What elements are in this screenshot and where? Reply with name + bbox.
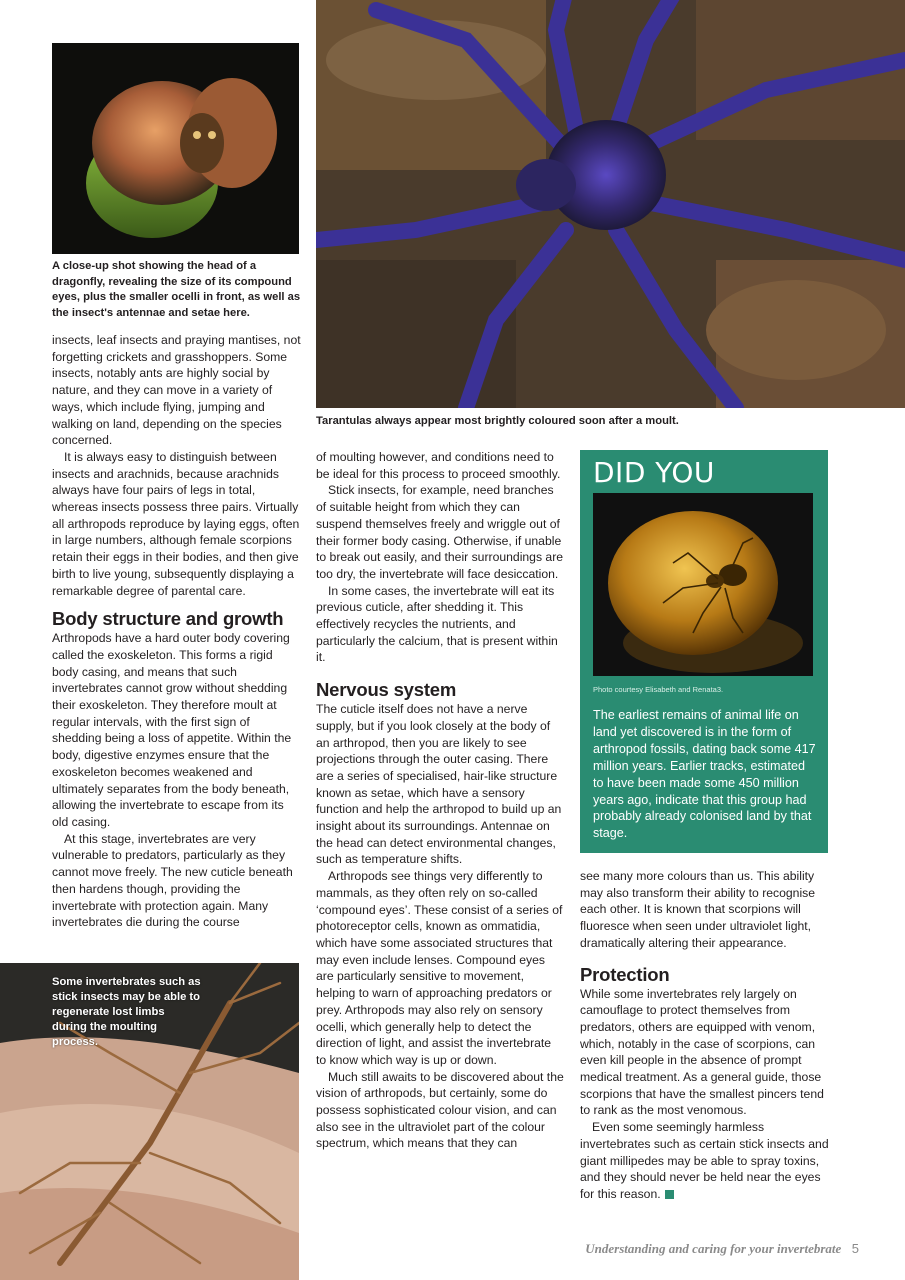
col2-paragraph: of moulting however, and conditions need to be ideal for this process to proceed smoothly. (316, 450, 561, 481)
col1-paragraph: insects, leaf insects and praying mantises, not forgetting crickets and grasshoppers. Some insects, notably ants are highly social by nature, and they can move in a variety of ways, which include flying, jumping and walking on land, depending on the species concerned. (52, 333, 301, 448)
column-3 (580, 868, 830, 1203)
col2-paragraph: Arthropods see things very differently to mammals, as they often rely on so-called ‘compound eyes’. These consist of a series of photoreceptor cells, known as ommatidia, which have some associated structures that may even include lenses. Compound eyes are particularly sensitive to movement, helping to warn of approaching predators or prey. Arthropods may also rely on sensory ocelli, which generally help to detect the direction of light, and assist the invertebrate to know which way is up or down. (316, 869, 563, 1067)
column-1 (52, 332, 302, 931)
col2-paragraph: The cuticle itself does not have a nerve supply, but if you look closely at the body of an arthropod, then you are likely to see projections through the outer casing. There are a series of specialised, hair-like structure known as setae, which have a sensory function and help the arthropod to build up an insight about its surroundings. Antennae on the head can detect environmental changes, such as temperature shifts. (316, 702, 562, 867)
page-number: 5 (851, 1241, 859, 1256)
heading-protection: Protection (580, 963, 670, 985)
col2-paragraph: Stick insects, for example, need branches of suitable height from which they can suspend themselves freely and wriggle out of their former body casing. Otherwise, if unable to break out easily, and their surroundings are too dry, the invertebrate will face desiccation. (316, 483, 564, 581)
did-you-know-title: DID YOU (593, 456, 715, 489)
heading-body-structure: Body structure and growth (52, 608, 284, 630)
tarantula-image (316, 0, 905, 408)
col3-paragraph: see many more colours than us. This ability may also transform their ability to recognise each other. It is known that scorpions will fluoresce when seen under ultraviolet light, dramatically altering their appearance. (580, 869, 816, 950)
col3-paragraph: While some invertebrates rely largely on camouflage to protect themselves from predators, others are equipped with venom, which, notably in the case of scorpions, can even kill people in the absence of prompt medical treatment. As a general guide, those scorpions that have the smallest pincers tend to rank as the most venomous. (580, 986, 824, 1118)
tarantula-photo (316, 0, 905, 408)
amber-photo-credit: Photo courtesy Elisabeth and Renata3. (593, 685, 724, 694)
did-you-know-box (580, 450, 828, 853)
col1-paragraph: Arthropods have a hard outer body covering called the exoskeleton. This forms a rigid body casing, and means that such invertebrates cannot grow without shedding their exoskeleton. They therefore moult at regular intervals, with the first sign of shedding being a loss of appetite. Within the body, digestive enzymes ensure that the exoskeleton becomes weakened and ultimately separates from the body beneath, allowing the invertebrate to escape from its old casing. (52, 631, 292, 829)
dragonfly-caption: A close-up shot showing the head of a dragonfly, revealing the size of its compound eyes, plus the smaller ocelli in front, as well as the insect's antennae and setae here. (52, 260, 301, 319)
col3-last-paragraph-text: Even some seemingly harmless invertebrates such as certain stick insects and giant millipedes may be able to spray toxins, and they should never be held near the eyes for this reason. (580, 1120, 829, 1201)
col1-paragraph: At this stage, invertebrates are very vulnerable to predators, particularly as they cannot move freely. The new cuticle beneath then hardens though, providing the invertebrate with protection again. Many invertebrates die during the course (52, 831, 293, 930)
col1-paragraph: It is always easy to distinguish between insects and arachnids, because arachnids always have four pairs of legs in total, whereas insects possess three pairs. Virtually all arthropods reproduce by laying eggs, often in large numbers, although female scorpions retain their eggs in their bodies, and then give birth to live young, subsequently displaying a remarkable degree of parental care. (52, 449, 300, 598)
stick-insect-caption: Some invertebrates such as stick insects may be able to regenerate lost limbs during the moulting process. (52, 976, 201, 1048)
end-mark-icon (665, 1190, 674, 1199)
amber-photo (593, 493, 813, 676)
col3-paragraph (580, 1119, 830, 1203)
tarantula-caption: Tarantulas always appear most brightly coloured soon after a moult. (316, 415, 679, 427)
dragonfly-image (52, 43, 299, 254)
col2-paragraph: Much still awaits to be discovered about the vision of arthropods, but certainly, some do possess sophisticated colour vision, and can also see in the ultraviolet part of the colour spectrum, which means that they can (316, 1069, 564, 1151)
column-2 (316, 449, 564, 1152)
footer-title: Understanding and caring for your invertebrate (585, 1241, 842, 1256)
amber-image (593, 493, 813, 676)
dragonfly-photo (52, 43, 299, 254)
did-you-know-text: The earliest remains of animal life on land yet discovered is in the form of arthropod fossils, dating back some 417 million years. Earlier tracks, estimated to have been made some 450 million years ago, indicate that this group had probably already colonised land by that stage. (593, 708, 816, 841)
heading-nervous-system: Nervous system (316, 679, 457, 701)
footer (585, 1240, 859, 1258)
col2-paragraph: In some cases, the invertebrate will eat its previous cuticle, after shedding it. This effectively recycles the nutrients, and particularly the calcium, that is present within it. (316, 583, 558, 665)
